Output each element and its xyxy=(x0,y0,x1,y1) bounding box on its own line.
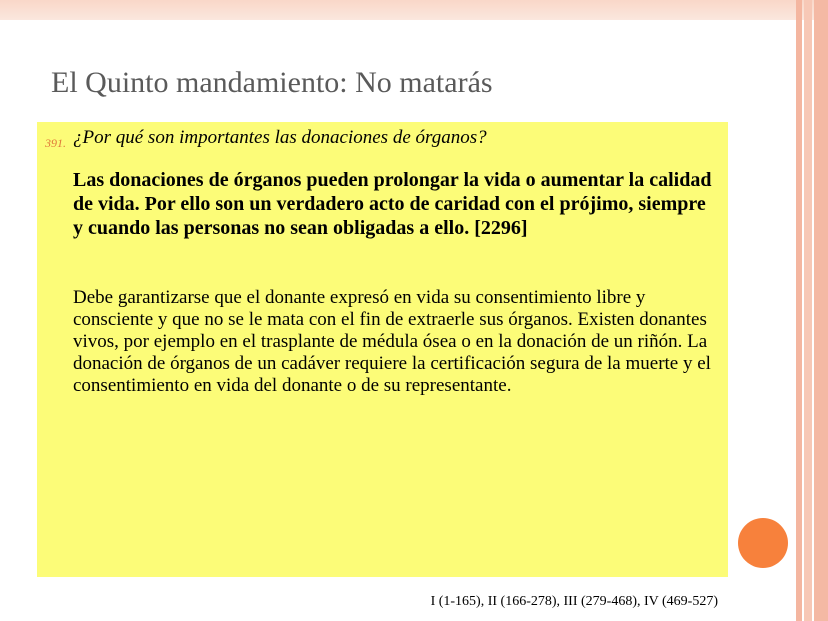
answer-body-text: Debe garantizarse que el donante expresó en vida su consentimiento libre y consciente y que no se le mata con el fin de extraerle sus órganos. Existen donantes vivos, por ejemplo en el trasplante de médula ósea o en la donación de un riñón. La donación de órganos de un cadáver requiere la certificación segura de la muerte y el consentimiento en vida del donante o de su representante. xyxy=(73,287,711,396)
right-decorative-stripe xyxy=(814,0,828,621)
question-number: 391. xyxy=(45,136,66,150)
slide-title: El Quinto mandamiento: No matarás xyxy=(51,66,493,99)
right-decorative-stripe xyxy=(796,0,802,621)
right-decorative-stripe xyxy=(804,0,812,621)
orange-circle-decoration xyxy=(738,518,788,568)
question-text: ¿Por qué son importantes las donaciones de órganos? xyxy=(73,127,487,148)
footer-reference: I (1-165), II (166-278), III (279-468), IV (469-527) xyxy=(430,594,718,609)
answer-bold-text: Las donaciones de órganos pueden prolongar la vida o aumentar la calidad de vida. Por ello son un verdadero acto de caridad con el prójimo, siempre y cuando las personas no sean obligadas a ello. [2296] xyxy=(73,169,712,239)
top-decorative-band xyxy=(0,0,828,20)
